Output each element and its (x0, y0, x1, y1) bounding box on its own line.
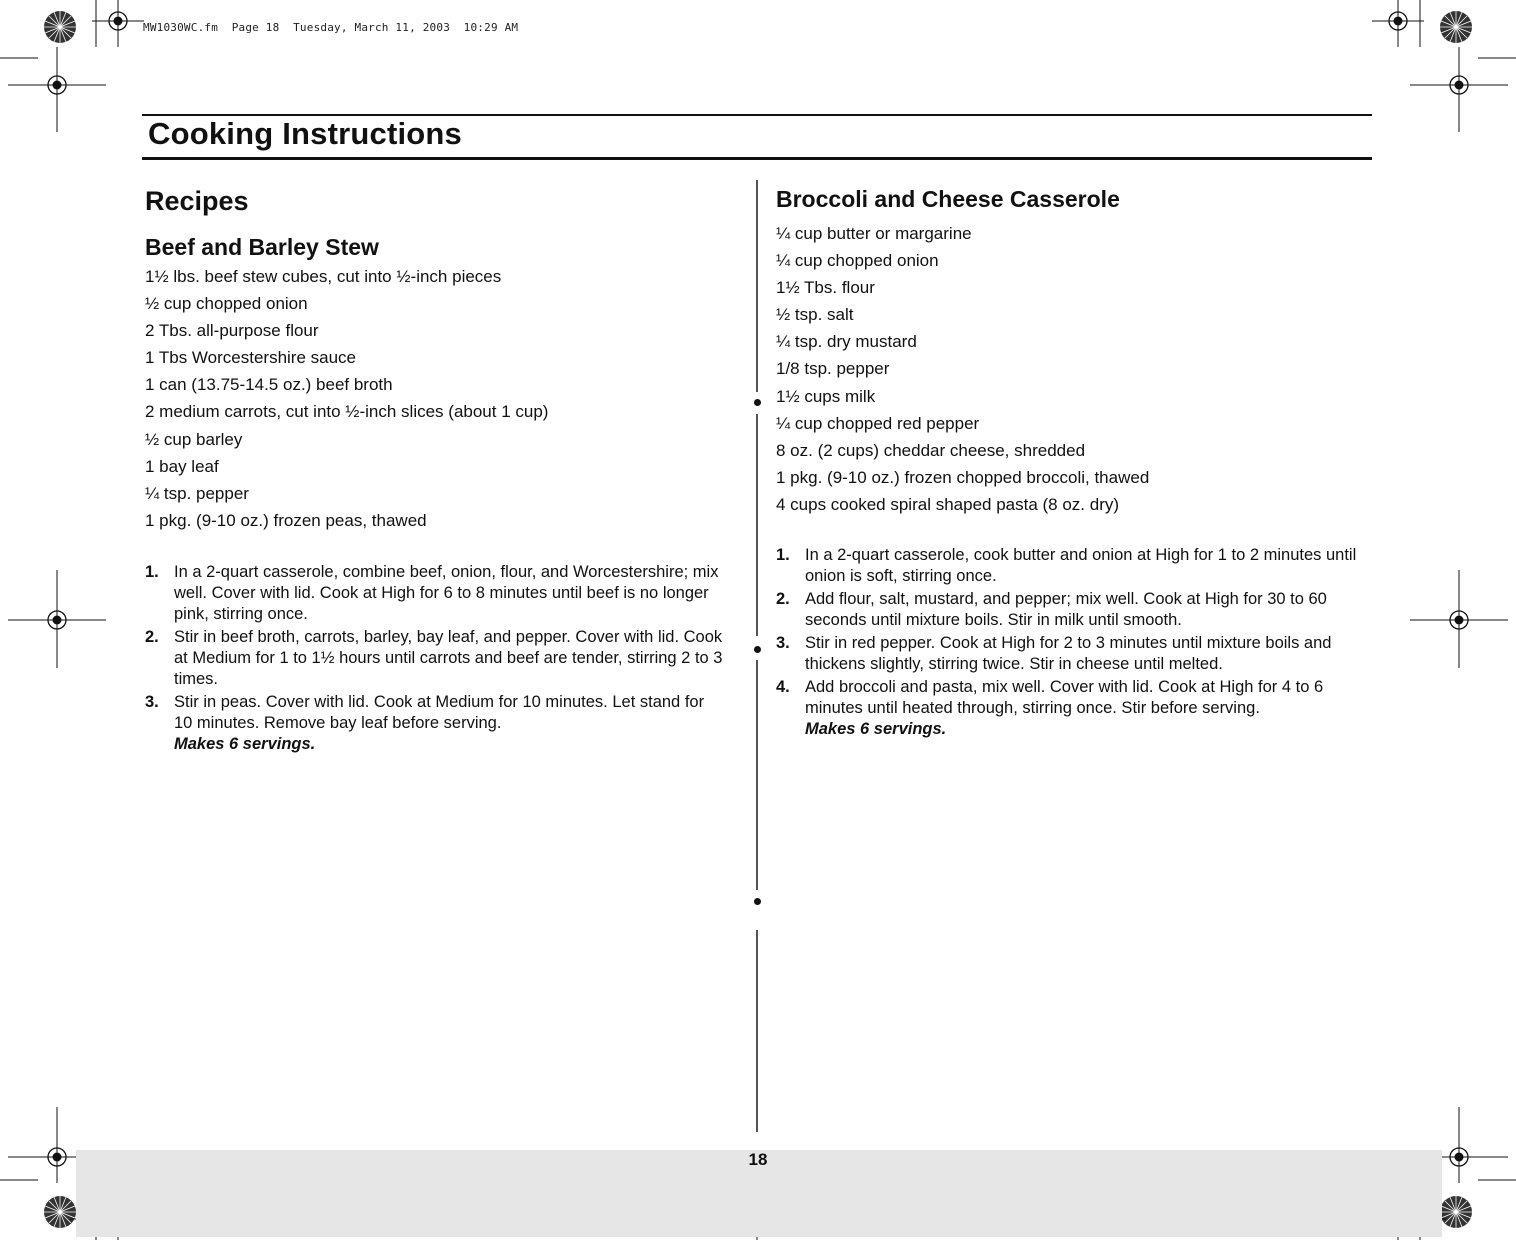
step-text: Add flour, salt, mustard, and pepper; mix well. Cook at High for 30 to 60 seconds until mixture boils. Stir in milk until smooth. (805, 590, 1327, 629)
column-divider (756, 180, 758, 392)
recipes-heading: Recipes (145, 186, 249, 216)
ingredient: ¼ cup butter or margarine (776, 224, 972, 243)
ingredient: 8 oz. (2 cups) cheddar cheese, shredded (776, 440, 1086, 460)
ingredient: 1/8 tsp. pepper (776, 359, 890, 379)
step-text: Add broccoli and pasta, mix well. Cover with lid. Cook at High for 4 to 6 minutes until heated through, stirring once. Stir before serving. (805, 678, 1324, 717)
step-text: In a 2-quart casserole, cook butter and onion at High for 1 to 2 minutes until onion is soft, stirring once. (805, 546, 1357, 585)
ingredient: ½ cup chopped onion (145, 294, 308, 314)
ingredient: 1 can (13.75-14.5 oz.) beef broth (145, 375, 393, 395)
step (776, 589, 1371, 631)
step (145, 627, 725, 690)
ingredient: 4 cups cooked spiral shaped pasta (8 oz. dry) (776, 494, 1120, 514)
step-number: 1. (145, 563, 159, 581)
step (776, 677, 1371, 740)
ingredient: ¼ tsp. dry mustard (776, 332, 917, 352)
step (776, 633, 1371, 675)
ingredient: 2 medium carrots, cut into ½-inch slices (about 1 cup) (145, 402, 549, 422)
step-number: 3. (776, 634, 790, 652)
ingredient: 1½ cups milk (776, 386, 876, 406)
ingredient: 1½ Tbs. flour (776, 278, 875, 298)
header-rule-bottom (142, 157, 1372, 160)
recipe-yield: Makes 6 servings. (174, 735, 316, 753)
ingredient-list (145, 266, 548, 537)
ingredient: 2 Tbs. all-purpose flour (145, 321, 319, 341)
ingredient: 1 bay leaf (145, 456, 219, 476)
ingredient: ¼ cup chopped onion (776, 251, 939, 271)
step (145, 692, 725, 755)
column-divider (756, 414, 758, 636)
step (145, 562, 725, 625)
page-number: 18 (748, 1150, 768, 1169)
step-list (776, 545, 1371, 742)
ingredient-list (776, 223, 1149, 521)
step-text: Stir in beef broth, carrots, barley, bay leaf, and pepper. Cover with lid. Cook at Medium for 1 to 1½ hours until carrots and beef are tender, stirring 2 to 3 times. (174, 628, 723, 688)
step-text: Stir in red pepper. Cook at High for 2 to 3 minutes until mixture boils and thickens slightly, stirring twice. Stir in cheese until melted. (805, 634, 1332, 673)
step-number: 2. (145, 628, 159, 646)
recipe-title: Broccoli and Cheese Casserole (776, 186, 1120, 212)
step-number: 4. (776, 678, 790, 696)
step (776, 545, 1371, 587)
step-list (145, 562, 725, 757)
recipe-yield: Makes 6 servings. (805, 720, 947, 738)
section-title: Cooking Instructions (148, 116, 462, 151)
ingredient: ¼ tsp. pepper (145, 483, 249, 503)
binder-hole-dot (754, 399, 761, 406)
step-number: 2. (776, 590, 790, 608)
ingredient: 1 pkg. (9-10 oz.) frozen peas, thawed (145, 510, 427, 530)
binder-hole-dot (754, 898, 761, 905)
ingredient: 1 Tbs Worcestershire sauce (145, 348, 357, 368)
ingredient: ½ cup barley (145, 429, 243, 449)
ingredient: 1½ lbs. beef stew cubes, cut into ½-inch pieces (145, 267, 502, 286)
recipe-title: Beef and Barley Stew (145, 234, 379, 260)
binder-hole-dot (754, 646, 761, 653)
step-number: 3. (145, 693, 159, 711)
step-number: 1. (776, 546, 790, 564)
print-header: MW1030WC.fm Page 18 Tuesday, March 11, 2003 10:29 AM (143, 21, 519, 34)
ingredient: ¼ cup chopped red pepper (776, 413, 980, 433)
step-text: Stir in peas. Cover with lid. Cook at Medium for 10 minutes. Let stand for 10 minutes. Remove bay leaf before serving. (174, 693, 705, 732)
column-divider (756, 660, 758, 890)
ingredient: ½ tsp. salt (776, 305, 854, 325)
step-text: In a 2-quart casserole, combine beef, onion, flour, and Worcestershire; mix well. Cover with lid. Cook at High for 6 to 8 minutes until beef is no longer pink, stirring once. (174, 563, 719, 623)
column-divider (756, 930, 758, 1132)
ingredient: 1 pkg. (9-10 oz.) frozen chopped broccoli, thawed (776, 467, 1150, 487)
